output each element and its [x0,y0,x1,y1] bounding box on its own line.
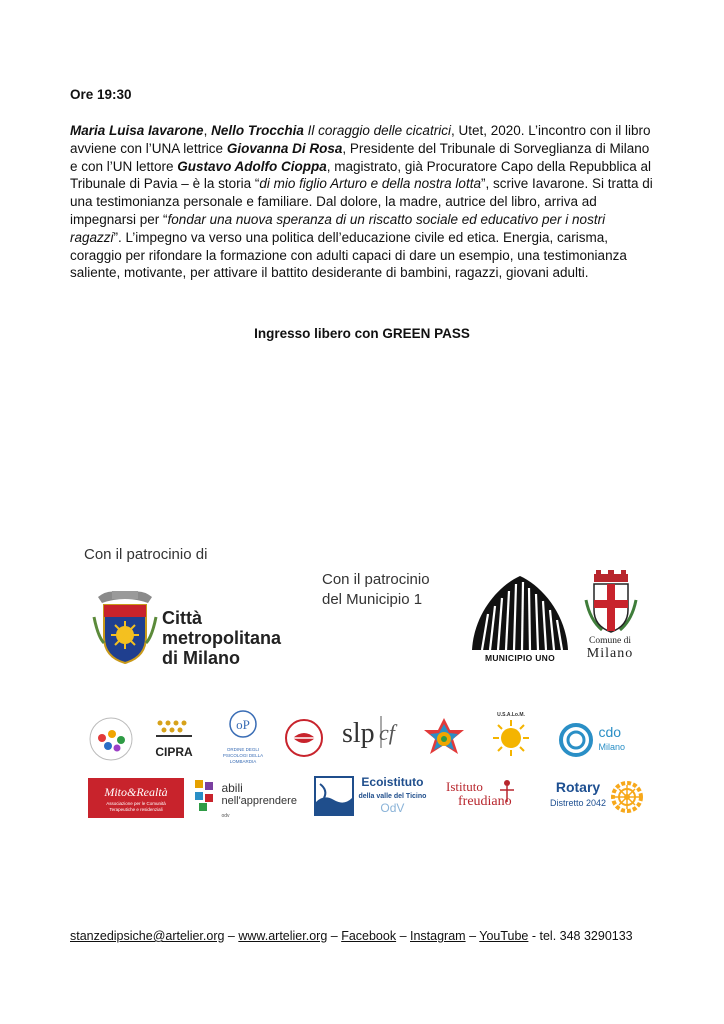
footer-separator: – [327,929,342,943]
text-fragment: , Utet, 2020. L’incontro con il libro avviene con l’UNA lettrice [70,123,651,156]
youtube-link[interactable]: YouTube [479,929,529,943]
text-fragment: ”, scrive Iavarone. Si tratta di una testimonianza personale e familiare. Dal dolore, la madre, autrice del libro, arriva ad impegnarsi per “ [70,176,653,227]
freud-subtitle: freudiano [458,794,512,809]
instagram-link[interactable]: Instagram [410,929,466,943]
book-title: Il coraggio delle cicatrici [307,123,451,138]
partner-logo-usalom [486,712,536,763]
text-fragment: , [203,123,212,138]
usalom-label: U.S.A.Lo.M. [497,712,525,718]
comune-line1: Comune di [589,636,631,646]
citta-metropolitana-name [162,608,281,668]
rotary-label: Rotary [555,779,601,795]
freud-figure-icon [498,778,516,804]
rotary-wheel-icon [610,780,644,814]
svg-text:oP: oP [236,717,250,732]
sun-icon [489,718,533,758]
partner-logo-ordine-psicologi [214,708,272,765]
patronage-municipio-label [322,570,430,610]
mito-subtitle: Associazione per le Comunità Terapeutiche e residenziali [106,801,166,812]
ordine-psicologi-icon [223,708,263,742]
partner-logo-slpcf [342,714,403,750]
cdo-city: Milano [598,742,625,752]
facebook-link[interactable]: Facebook [341,929,397,943]
quote-2: fondar una nuova speranza di un riscatto sociale ed educativo per i nostri ragazzi [70,211,606,245]
partner-logo-children [88,716,134,767]
duomo-stripes-icon [468,574,572,654]
patronage-label: Con il patrocinio di [84,546,208,563]
partner-logo-red-lips [284,718,324,763]
municipio-uno-label: MUNICIPIO UNO [484,653,555,663]
author-1: Maria Luisa Iavarone [70,123,204,138]
comune-milano-label [574,636,646,662]
partner-logo-abili [193,778,297,822]
partner-logo-mito-realta [88,778,184,818]
abili-label: abili [221,781,243,795]
reader-2: Gustavo Adolfo Cioppa [177,158,327,174]
cdo-label: cdo [598,724,622,740]
text-fragment: , Presidente del Tribunale di Sorveglianza di Milano e con l’UN lettore [70,140,650,174]
abili-odv: odv [221,813,230,819]
text-fragment: ”. L’impegno va verso una politica dell’educazione civile ed etica. Energia, carisma, coraggio per rifondare la formazione con adulti capaci di dare un esempio, una testimonianza saliente, motivante, per attivare il battito desiderante di bambini, ragazzi, giovani adulti. [70,229,627,281]
event-description [70,122,660,282]
footer-phone: - tel. 348 3290133 [528,929,633,943]
footer-separator: – [224,929,239,943]
entry-note: Ingresso libero con GREEN PASS [254,326,470,341]
citta-metropolitana-crest-icon [90,587,160,667]
footer-contacts [70,929,633,943]
partner-logo-ecoistituto [314,776,426,816]
abili-subtitle: nell'apprendere [221,795,297,807]
ordine-label: ORDINE DEGLI PSICOLOGI DELLA LOMBARDIA [222,747,264,764]
cipra-dots-icon [154,718,194,740]
mito-label: Mito&Realtà [104,785,168,799]
partner-logo-mandala [422,716,466,765]
patronage-municipio-line2: del Municipio 1 [322,591,423,608]
partner-logo-cipra [150,718,198,759]
mandala-icon [422,716,466,760]
abili-squares-icon [193,778,217,812]
footer-separator: – [396,929,410,943]
author-2: Nello Trocchia [211,123,304,138]
text-fragment: , magistrato, già Procuratore Capo della Repubblica al Tribunale di Pavia – è la storia “ [70,158,651,192]
reader-1: Giovanna Di Rosa [226,140,343,156]
website-link[interactable]: www.artelier.org [238,929,328,943]
patronage-municipio-line1: Con il patrocinio [322,571,430,588]
comune-milano-crest-icon [580,570,642,636]
citta-line1: Città [162,608,202,628]
slpcf-cf-icon [379,714,403,750]
svg-text:cf: cf [379,720,396,745]
footer-separator: – [465,929,480,943]
quote-1: di mio figlio Arturo e della nostra lotta [259,176,481,192]
partner-logo-rotary [550,780,644,814]
freud-label: Istituto [446,779,483,794]
comune-milano-crest [580,570,642,636]
ecoistituto-river-icon [314,776,354,816]
rotary-district: Distretto 2042 [550,798,607,808]
citta-line3: di Milano [162,648,240,668]
cdo-rings-icon [558,722,594,758]
comune-line2: Milano [586,646,634,661]
time-heading: Ore 19:30 [70,87,132,102]
cipra-label: CIPRA [155,745,193,759]
partner-logo-cdo [558,722,625,758]
eco-label: Ecoistituto [361,775,424,789]
children-circle-icon [88,716,134,762]
email-link[interactable]: stanzedipsiche@artelier.org [70,929,225,943]
eco-subtitle: della valle del Ticino [358,793,427,800]
citta-line2: metropolitana [162,628,282,648]
partner-logo-istituto-freudiano [446,780,526,809]
red-lips-circle-icon [284,718,324,758]
eco-odv: OdV [380,801,405,815]
slpcf-label: slp [342,718,375,749]
